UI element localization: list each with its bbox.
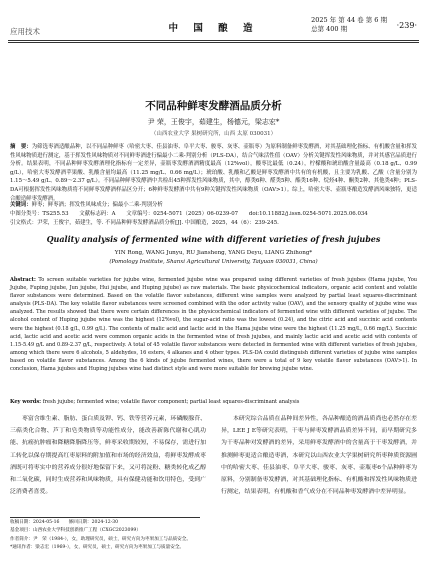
affiliation-cn: （山西农业大学 果树研究所，山西 太原 030031） bbox=[150, 131, 277, 137]
volume-info bbox=[311, 16, 387, 34]
volume-line: 2025 年 第 44 卷 第 6 期 bbox=[311, 16, 387, 24]
body-column-left: 枣富含维生素、脂肪、蛋白质及钾、钙、铁等营养元素，环磷酸腺苷、三萜类化合物、芦丁和皂类物质等功能性成分，能改善新陈代谢和心肌功能、抗癌抗肿瘤和降糖降脂降压等，鲜枣采收期较短，不易保存，需进行加工转化以保存期提高红枣原料的附加值和市场的经济效益，将鲜枣发酵成枣酒既可将枣实中的营养成分很好地保留下来，又可将淀粉、糖类转化成乙醇和二氧化碳，同时生成营养和风味物质，具有保健功能和饮用特色，受到广泛消费者喜爱。 bbox=[10, 416, 206, 496]
header-rule bbox=[8, 40, 419, 41]
citation-cn: 引文格式：尹荣，王俊宇，茹建生，等. 不同品种鲜枣发酵酒品质分析[J]. 中国酿造，2025，44（6）：239-245. bbox=[10, 220, 279, 226]
keywords-en-label: Key words: bbox=[10, 399, 42, 405]
abstract-cn-text: 为筛选枣酒适酿品种，以不同品种鲜枣（哈密大枣、佳县油枣、阜平大枣、骏枣、灰枣、壶瓶枣）为原料制备鲜枣发酵酒，对其基础理化指标、有机酸含量和挥发性风味物质进行测定，基于挥发性风味物质对不同鲜枣酒进行偏最小二乘-判别分析（PLS-DA），结合气味活性值（OAV）分析关键挥发性风味物质，并对其感官品质进行分析。结果表明，不同品种鲜枣发酵酒理化指标有一定差异，壶瓶枣发酵酒酒精度最高（12%vol），酸枣比最低（0.24），柠檬酸和琥珀酸含量最高（0.18 g/L、0.99 g/L），哈密大枣发酵酒苹果酸、乳酸含量均最高（11.25 mg/L、0.66 mg/L）；琥珀酸、乳酸和乙酸是鲜枣发酵酒中共有的有机酸，且主要为乳酸、乙酸（含量分别为1.15～5.49 g/L、0.89～2.37 g/L）。不同品种鲜枣发酵酒中共检出45种挥发性风味物质，其中，醇类6种、醛类5种、酯类16种、烷烃4种、酮类2种、其他类4种；PLS-DA可根据挥发性风味物质将不同鲜枣发酵酒样品区分开；6种鲜枣发酵酒中共有9种关键挥发性风味物质（OAV>1）。综上，哈密大枣、壶瓶枣酿造发酵酒风味独特，更适合酿造鲜枣发酵酒。 bbox=[10, 144, 417, 202]
keywords-en-text: fresh jujube; fermented wine; volatile flavor component; partial least squares-discriminant analysis bbox=[42, 399, 300, 405]
title-cn: 不同品种鲜枣发酵酒品质分析 bbox=[145, 100, 282, 112]
footnote-author: 作者简介：尹 荣（1984-），女，助理研究员，硕士，研究方向为枣果加工与品质安全。 bbox=[10, 536, 191, 542]
abstract-en-text: To screen suitable varieties for jujube wine, fermented jujube wine was prepared using different varieties of fresh jujubes (Hama jujube, You Jujube, Fuping jujube, Jun jujube, Hui jujube, and Huping jujube) as raw materials. The basic physicochemical indicators, organic acid content and volatile flavor substances were determined. Based on the volatile flavor substances, different wine samples were analyzed by partial least squares-discriminant analysis (PLS-DA). The key volatile flavor substances were screened combined with the odor activity value (OAV), and the sensory quality of jujube wine was analyzed. The results showed that there were certain differences in the physicochemical indicators of fermented wine with different varieties of jujube. The alcohol content of Huping jujube wine was the highest (12%vol), the sugar-acid ratio was the lowest (0.24), and the citric acid and succinic acid contents were the highest (0.18 g/L, 0.99 g/L). The contents of malic acid and lactic acid in the Hama jujube wine were the highest (11.25 mg/L, 0.66 mg/L). Succinic acid, lactic acid and acetic acid were common organic acids in the fermented wine of fresh jujubes, and mainly lactic acid and acetic acid with contents of 1.15-5.49 g/L and 0.89-2.37 g/L, respectively. A total of 45 volatile flavor substances were detected in fermented wine with different varieties of fresh jujubes, among which there were 6 alcohols, 5 aldehydes, 16 esters, 4 alkanes and 4 other types. PLS-DA could distinguish different varieties of jujube wine samples based on volatile flavor substances. Among the 6 kinds of jujube fermented wines, there were a total of 9 key volatile flavor substances (OAV>1). In conclusion, Hama jujubes and Huping jujubes wine had distinct style and were more suitable for brewing jujube wine. bbox=[10, 277, 417, 373]
abstract-cn bbox=[10, 143, 417, 203]
authors-cn: 尹 荣，王俊宇，茹建生，杨德元，梁志宏* bbox=[147, 118, 280, 126]
classification-info: 中图分类号：TS255.53 文献标志码：A 文章编号：0254-5071（2025）06-0239-07 doi:10.11882/j.issn.0254-5071.2025.06.034 bbox=[10, 211, 368, 217]
abstract-cn-label: 摘 要： bbox=[10, 144, 32, 150]
footnote-fund: 基金项目：山西农业大学科技创新推广工程（CXGC2023099） bbox=[10, 528, 141, 534]
issue-total-line: 总第 400 期 bbox=[311, 25, 348, 33]
title-en: Quality analysis of fermented wine with different varieties of fresh jujubes bbox=[46, 234, 381, 244]
footnote-rule bbox=[10, 517, 200, 518]
page-header bbox=[0, 0, 427, 52]
body-column-right: 本研究综合品质在品种间差异性，各品种酿造的酒品质尚也必然存在差异，LEE J E等研究表明，干枣与鲜枣发酵酒品质差异不同，而早期研究多为干枣品种对发酵酒的差异，采用鲜枣发酵酒中的含量高于干枣发酵酒，并推测鲜枣更适合酿造枣酒，本研究以山西农业大学果树研究所枣种质资源圃中的哈密大枣、佳县油枣、阜平大枣、骏枣、灰枣、壶瓶枣6个品种鲜枣为原料，分别制备枣发酵酒，对其基础理化指标、有机酸和挥发性风味物质进行测定，结果表明，有机酸和香气成分在不同品种枣发酵酒中差异明显。 bbox=[221, 416, 417, 496]
abstract-en bbox=[10, 276, 417, 373]
page-number: ·239· bbox=[396, 21, 417, 30]
affiliation-en: (Pomology Institute, Shanxi Agricultural University, Taiyuan 030031, China) bbox=[109, 259, 318, 265]
keywords-cn bbox=[10, 201, 417, 210]
abstract-en-label: Abstract: bbox=[10, 277, 36, 283]
section-label: 应用技术 bbox=[10, 27, 40, 36]
authors-en: YIN Rong, WANG Junyu, RU Jiansheng, YANG Deyu, LIANG Zhihong* bbox=[114, 250, 313, 256]
keywords-cn-label: 关键词： bbox=[10, 202, 32, 208]
body-text bbox=[10, 413, 417, 513]
footnote-corresponding: *通讯作者：梁志宏（1969-），女，研究员，硕士，研究方向为枣果加工与质量安全。 bbox=[10, 545, 185, 551]
journal-name: 中 国 酿 造 bbox=[168, 23, 259, 34]
footnote-dates: 收稿日期：2024-05-16 修回日期：2024-12-30 bbox=[10, 520, 119, 525]
keywords-en bbox=[10, 398, 417, 407]
footnotes bbox=[10, 519, 300, 553]
header-rule-thin bbox=[8, 42, 419, 43]
keywords-cn-text: 鲜枣；鲜枣酒；挥发性风味成分；偏最小二乘-判别分析 bbox=[31, 202, 163, 208]
